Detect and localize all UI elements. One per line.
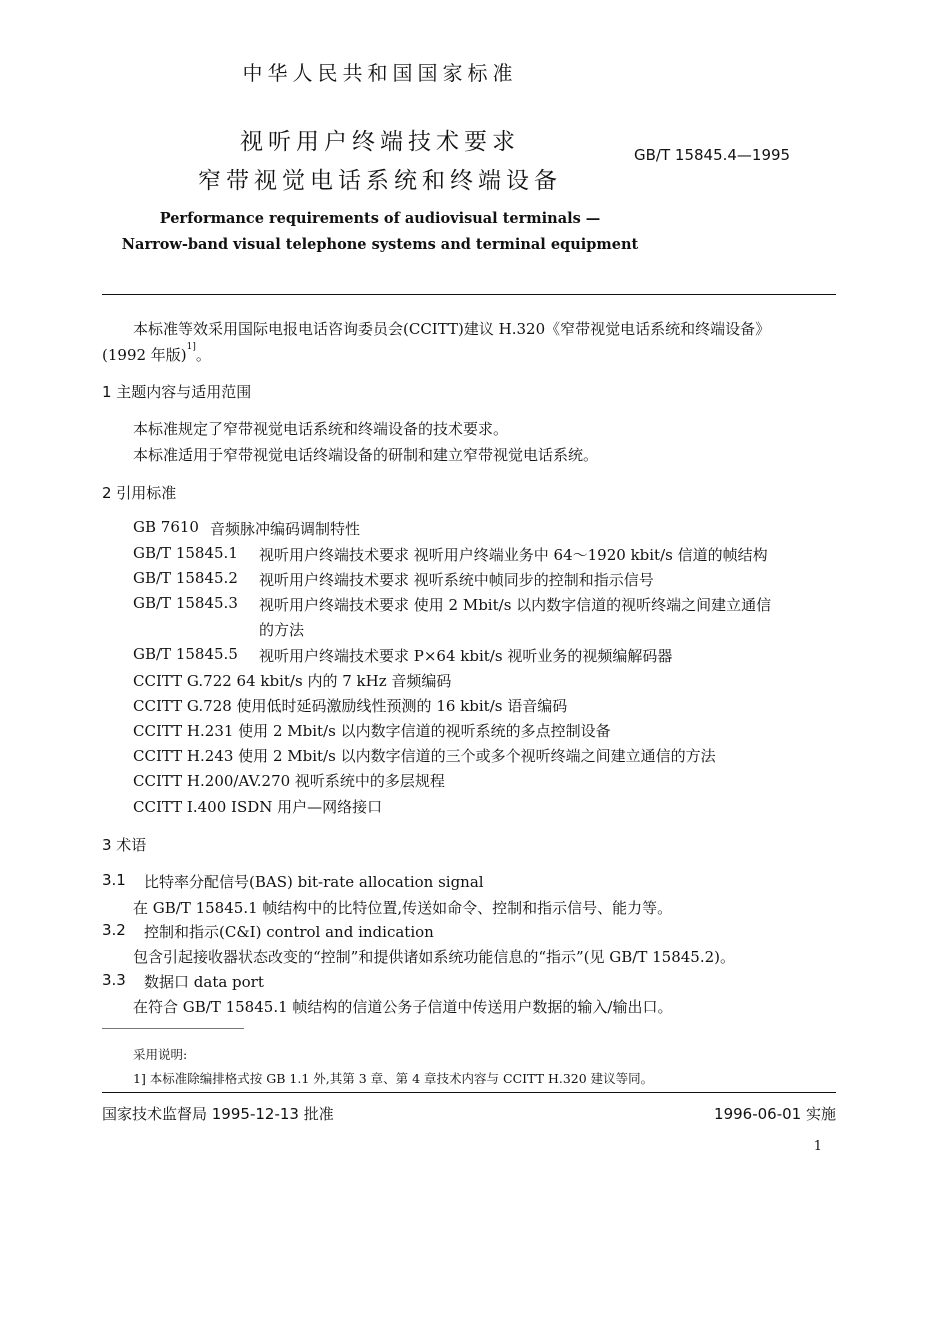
footnote-text: 1] 本标准除编排格式按 GB 1.1 外,其第 3 章、第 4 章技术内容与 CCITT H.320 建议等同。	[133, 1071, 654, 1086]
term-title: 控制和指示(C&I) control and indication	[144, 923, 434, 941]
section1-heading: 1 主题内容与适用范围	[102, 383, 252, 401]
title-cn-line1: 视听用户终端技术要求	[240, 129, 520, 155]
effective-date: 1996-06-01 实施	[714, 1105, 836, 1123]
intro-line2-text: (1992 年版)	[102, 346, 187, 364]
title-cn-line2: 窄带视觉电话系统和终端设备	[198, 168, 562, 194]
page-number: 1	[813, 1139, 822, 1154]
ref-text: 视听用户终端技术要求 使用 2 Mbit/s 以内数字信道的视听终端之间建立通信	[259, 596, 772, 614]
ref-text: 视听用户终端技术要求 P×64 kbit/s 视听业务的视频编解码器	[259, 647, 673, 665]
term-number: 3.3	[102, 971, 126, 989]
section2-heading: 2 引用标准	[102, 484, 177, 502]
term-definition: 在 GB/T 15845.1 帧结构中的比特位置,传送如命令、控制和指示信号、能力等。	[133, 899, 673, 917]
header-divider	[102, 294, 836, 295]
intro-line2	[102, 344, 211, 365]
term-number: 3.1	[102, 871, 126, 889]
ref-text-continuation: 的方法	[259, 621, 305, 639]
term-number: 3.2	[102, 921, 126, 939]
ref-code: GB/T 15845.3	[133, 594, 238, 612]
intro-line1: 本标准等效采用国际电报电话咨询委员会(CCITT)建议 H.320《窄带视觉电话系统和终端设备》	[133, 320, 771, 338]
footnote-divider	[102, 1028, 244, 1029]
ccitt-ref: CCITT G.722 64 kbit/s 内的 7 kHz 音频编码	[133, 672, 452, 690]
ccitt-ref: CCITT H.243 使用 2 Mbit/s 以内数字信道的三个或多个视听终端之间建立通信的方法	[133, 747, 716, 765]
ref-text: 视听用户终端技术要求 视听系统中帧同步的控制和指示信号	[259, 571, 654, 589]
term-definition: 包含引起接收器状态改变的“控制”和提供诸如系统功能信息的“指示”(见 GB/T 15845.2)。	[133, 948, 736, 966]
ref-code: GB/T 15845.2	[133, 569, 238, 587]
ccitt-ref: CCITT G.728 使用低时延码激励线性预测的 16 kbit/s 语音编码	[133, 697, 568, 715]
approval-date: 国家技术监督局 1995-12-13 批准	[102, 1105, 334, 1123]
ref-code: GB/T 15845.1	[133, 544, 238, 562]
section1-para2: 本标准适用于窄带视觉电话终端设备的研制和建立窄带视觉电话系统。	[133, 446, 599, 464]
ccitt-ref: CCITT H.200/AV.270 视听系统中的多层规程	[133, 772, 445, 790]
ccitt-ref: CCITT I.400 ISDN 用户—网络接口	[133, 798, 383, 816]
ref-text: 视听用户终端技术要求 视听用户终端业务中 64～1920 kbit/s 信道的帧结构	[259, 546, 768, 564]
term-title: 比特率分配信号(BAS) bit-rate allocation signal	[144, 873, 484, 891]
section3-heading: 3 术语	[102, 836, 147, 854]
ref-code: GB/T 15845.5	[133, 645, 238, 663]
term-title: 数据口 data port	[144, 973, 264, 991]
title-en-line1: Performance requirements of audiovisual terminals —	[159, 210, 601, 227]
footnote-mark: 1]	[186, 342, 196, 352]
ccitt-ref: CCITT H.231 使用 2 Mbit/s 以内数字信道的视听系统的多点控制设备	[133, 722, 611, 740]
footer-divider	[102, 1092, 836, 1093]
ref-code: GB 7610	[133, 518, 199, 536]
intro-line2-end: 。	[195, 346, 211, 364]
section1-para1: 本标准规定了窄带视觉电话系统和终端设备的技术要求。	[133, 420, 509, 438]
ref-text: 音频脉冲编码调制特性	[210, 520, 361, 538]
standard-number: GB/T 15845.4—1995	[634, 146, 791, 164]
title-en-line2: Narrow-band visual telephone systems and terminal equipment	[121, 236, 639, 253]
term-definition: 在符合 GB/T 15845.1 帧结构的信道公务子信道中传送用户数据的输入/输出口。	[133, 998, 673, 1016]
footnote-label: 采用说明:	[133, 1047, 188, 1062]
country-standard-heading: 中华人民共和国国家标准	[242, 61, 518, 85]
